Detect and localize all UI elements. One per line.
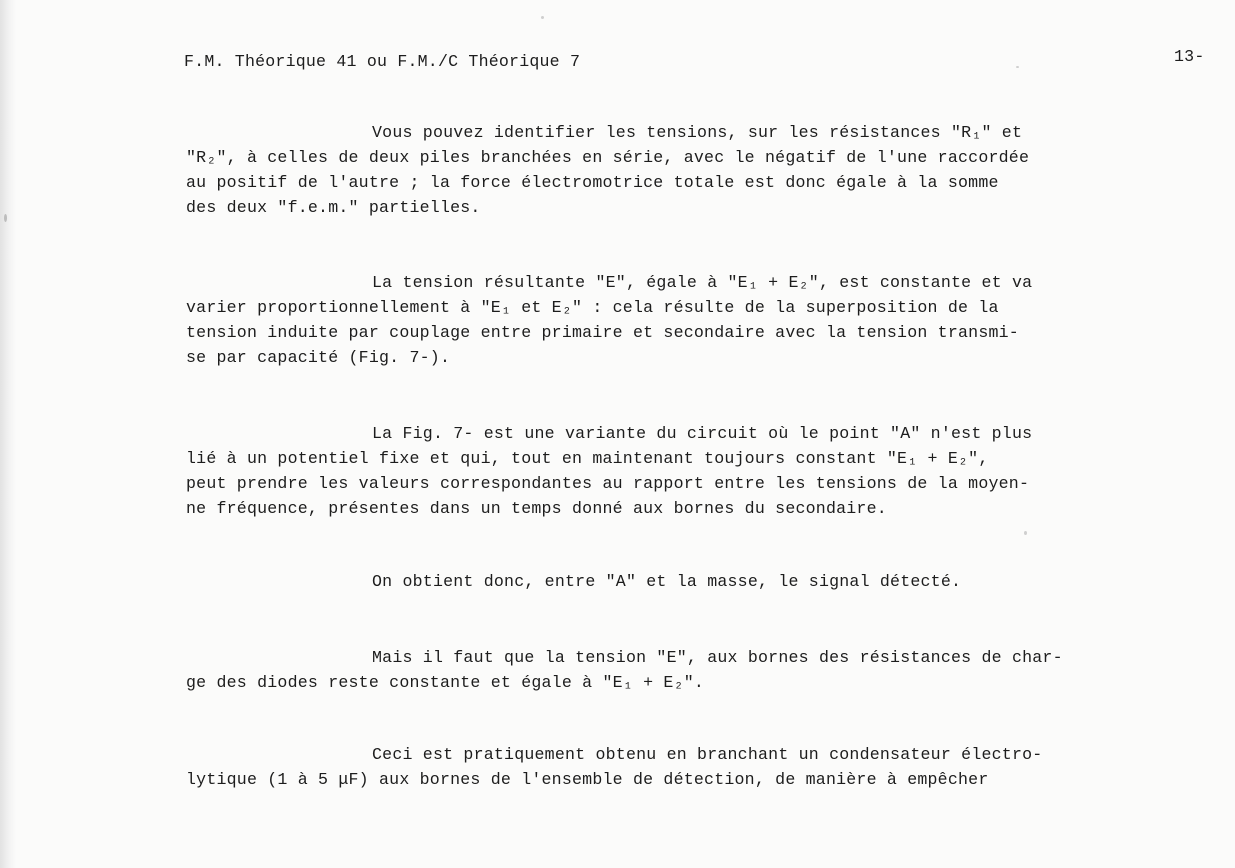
paragraph <box>186 645 1216 695</box>
text-line: peut prendre les valeurs correspondantes au rapport entre les tensions de la moyen- <box>186 474 1030 493</box>
scan-speck <box>541 16 544 19</box>
text-line: On obtient donc, entre "A" et la masse, le signal détecté. <box>372 572 962 591</box>
text-line: se par capacité (Fig. 7-). <box>186 348 451 367</box>
paragraph <box>186 270 1216 370</box>
text-line: ne fréquence, présentes dans un temps donné aux bornes du secondaire. <box>186 499 887 518</box>
text-line: "R₂", à celles de deux piles branchées en série, avec le négatif de l'une raccordée <box>186 148 1030 167</box>
text-line: Mais il faut que la tension "E", aux bornes des résistances de char- <box>372 648 1063 667</box>
paragraph <box>186 569 1216 594</box>
text-line: lié à un potentiel fixe et qui, tout en maintenant toujours constant "E₁ + E₂", <box>186 449 989 468</box>
text-line: Vous pouvez identifier les tensions, sur les résistances "R₁" et <box>372 123 1023 142</box>
scan-speck <box>1024 531 1027 535</box>
text-line: Ceci est pratiquement obtenu en branchant un condensateur électro- <box>372 745 1043 764</box>
scan-speck <box>1016 66 1019 68</box>
paragraph <box>186 742 1216 792</box>
paragraph <box>186 120 1216 220</box>
text-line: au positif de l'autre ; la force électromotrice totale est donc égale à la somme <box>186 173 999 192</box>
text-line: lytique (1 à 5 μF) aux bornes de l'ensemble de détection, de manière à empêcher <box>186 770 989 789</box>
scan-shadow-edge <box>0 0 16 868</box>
text-line: La Fig. 7- est une variante du circuit où le point "A" n'est plus <box>372 424 1033 443</box>
page-number: 13- <box>1174 47 1205 66</box>
text-line: tension induite par couplage entre primaire et secondaire avec la tension transmi- <box>186 323 1019 342</box>
paragraph <box>186 421 1216 521</box>
scan-speck <box>4 214 7 222</box>
text-line: des deux "f.e.m." partielles. <box>186 198 481 217</box>
text-line: ge des diodes reste constante et égale à "E₁ + E₂". <box>186 673 705 692</box>
header-title: F.M. Théorique 41 ou F.M./C Théorique 7 <box>184 52 581 71</box>
text-line: La tension résultante "E", égale à "E₁ + E₂", est constante et va <box>372 273 1033 292</box>
text-line: varier proportionnellement à "E₁ et E₂" : cela résulte de la superposition de la <box>186 298 999 317</box>
